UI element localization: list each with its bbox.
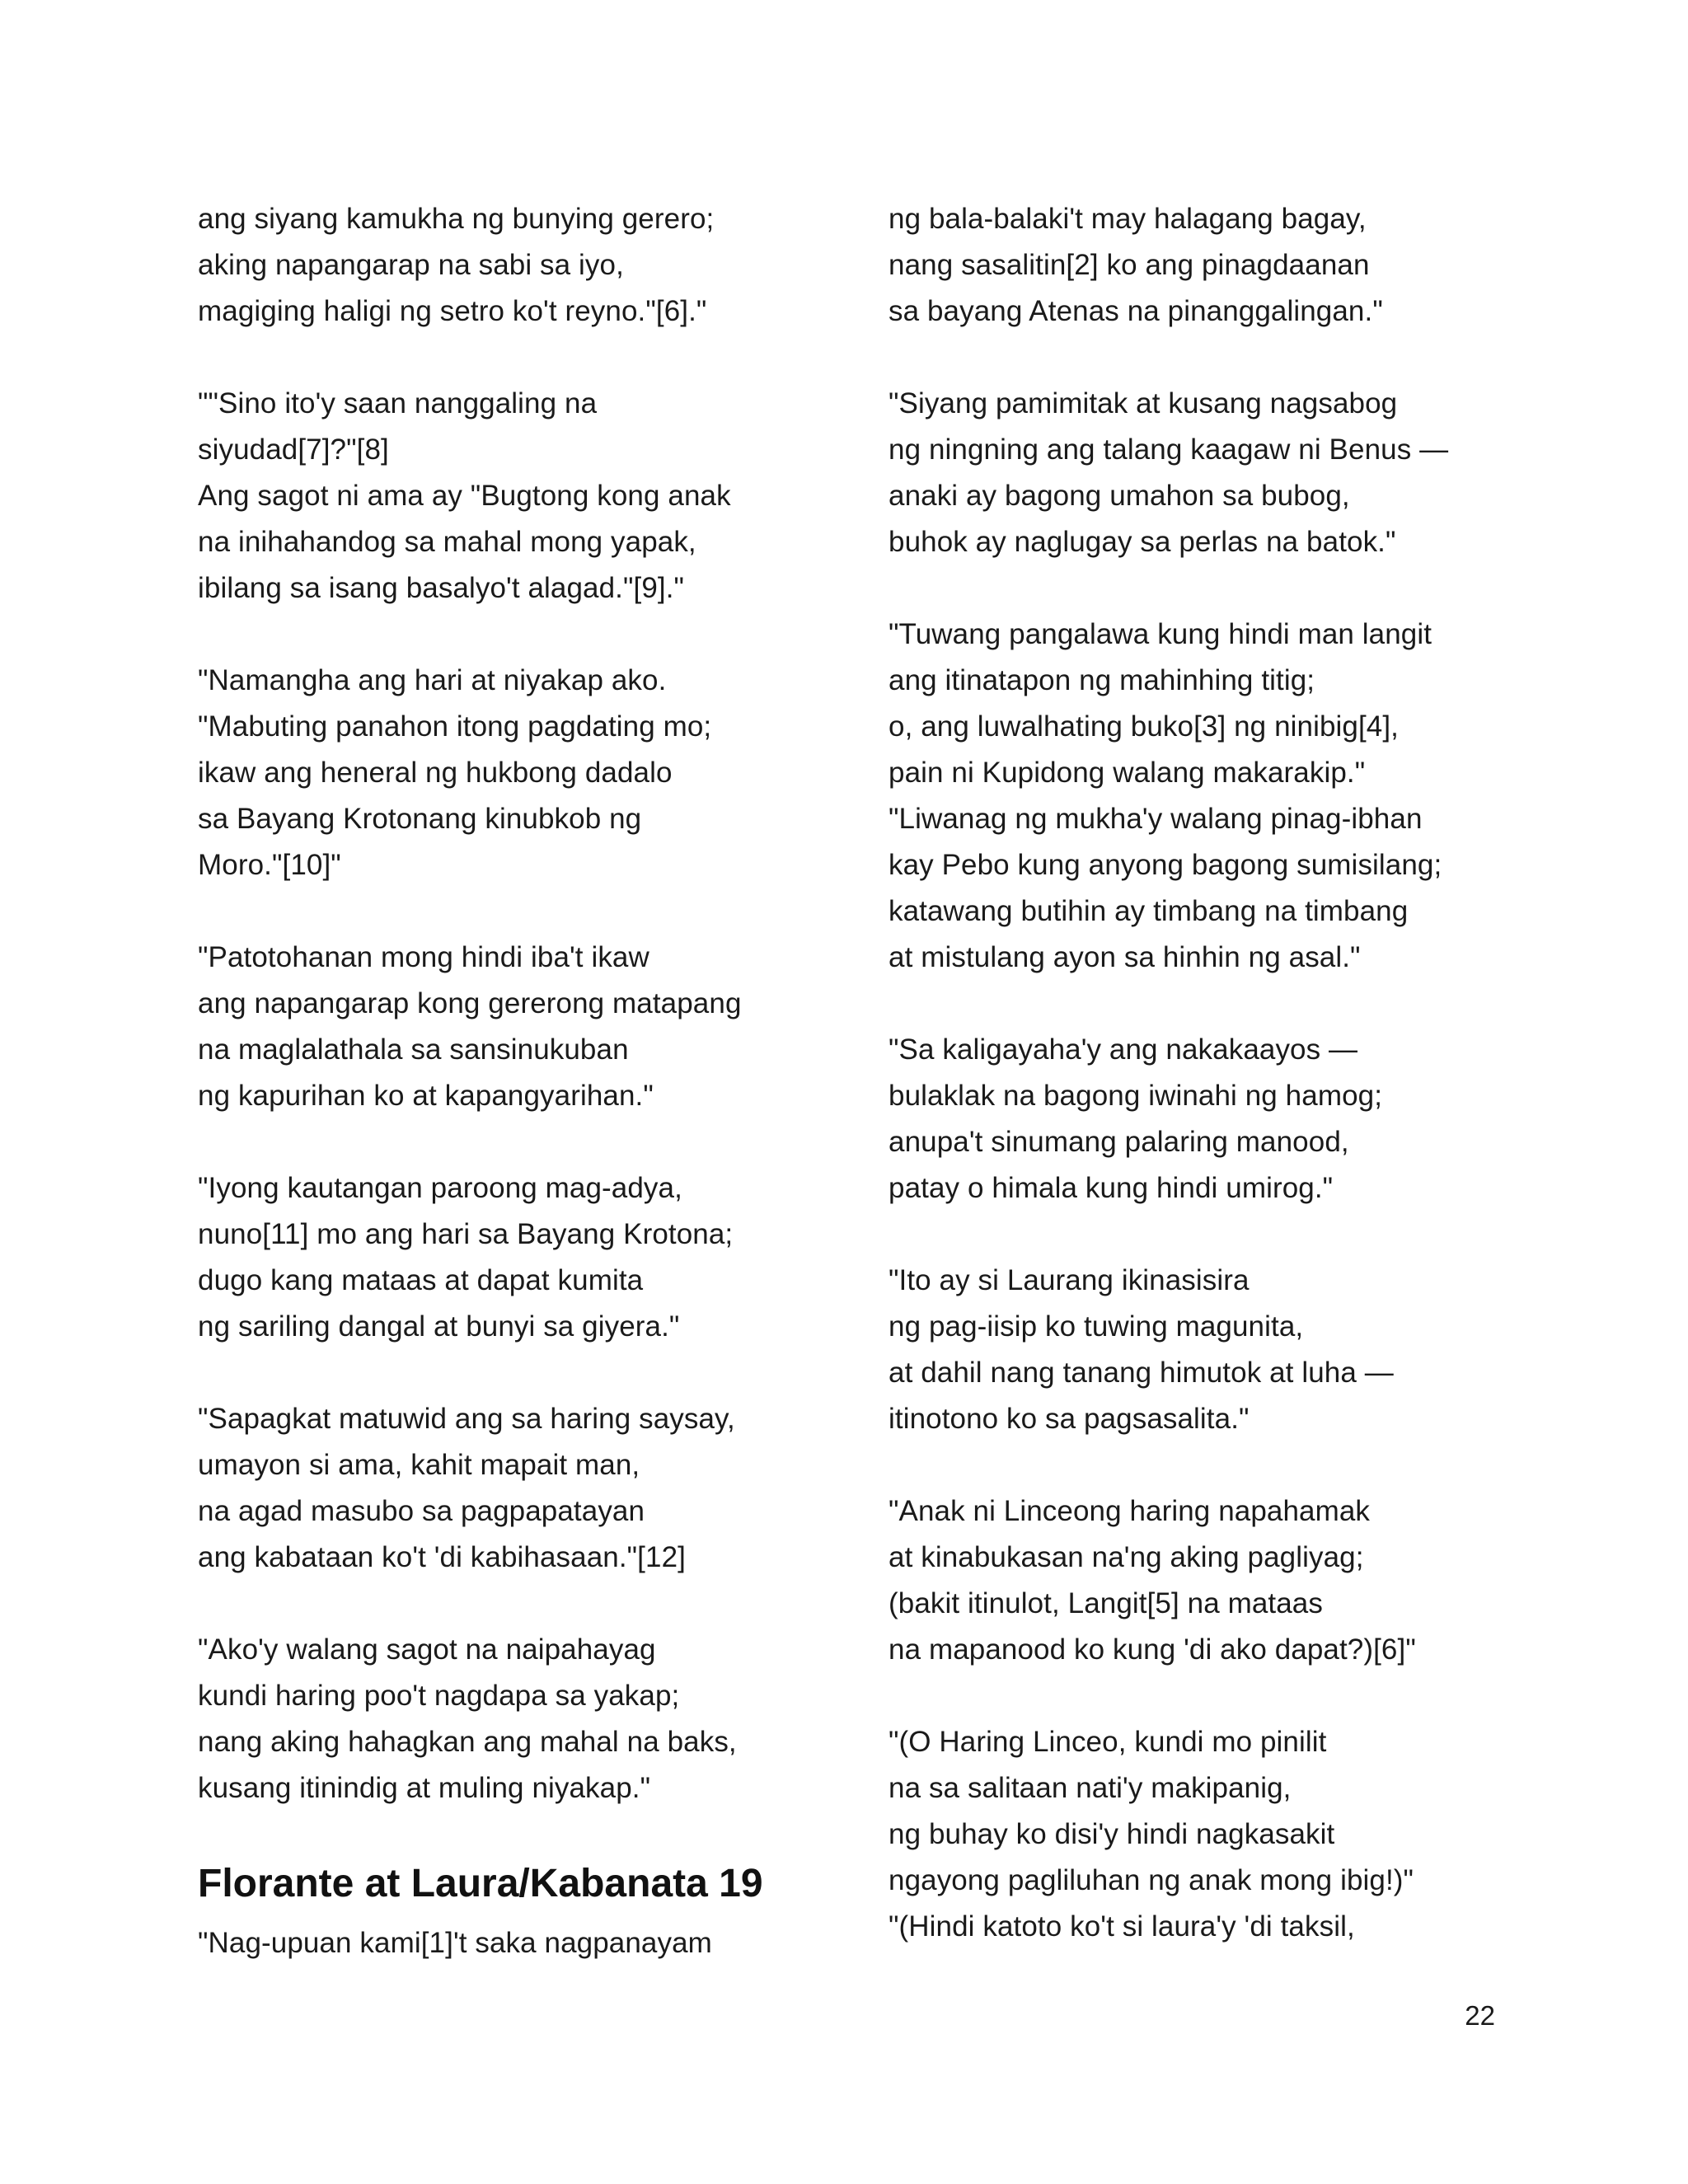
verse-line: "Sa kaligayaha'y ang nakakaayos — bbox=[889, 1033, 1358, 1066]
verse-line: nuno[11] mo ang hari sa Bayang Krotona; bbox=[198, 1218, 734, 1250]
verse-line: dugo kang mataas at dapat kumita bbox=[198, 1264, 644, 1296]
verse-line: ang siyang kamukha ng bunying gerero; bbox=[198, 203, 715, 235]
verse-line: at mistulang ayon sa hinhin ng asal." bbox=[889, 941, 1361, 973]
verse-line: na mapanood ko kung 'di ako dapat?)[6]" bbox=[889, 1633, 1416, 1666]
verse-line: "Nag-upuan kami[1]'t saka nagpanayam bbox=[198, 1927, 712, 1959]
verse-line: (bakit itinulot, Langit[5] na mataas bbox=[889, 1587, 1323, 1619]
verse-line: "Sapagkat matuwid ang sa haring saysay, bbox=[198, 1403, 735, 1435]
right-column bbox=[889, 196, 1515, 1950]
verse-line: "Iyong kautangan paroong mag-adya, bbox=[198, 1172, 682, 1204]
verse-line: "Patotohanan mong hindi iba't ikaw bbox=[198, 941, 649, 973]
verse-line: nang aking hahagkan ang mahal na baks, bbox=[198, 1726, 737, 1758]
verse-line: ang kabataan ko't 'di kabihasaan."[12] bbox=[198, 1541, 686, 1573]
verse-line: "Namangha ang hari at niyakap ako. bbox=[198, 664, 667, 696]
verse-line: "Anak ni Linceong haring napahamak bbox=[889, 1495, 1371, 1527]
left-stanzas bbox=[198, 196, 841, 1811]
verse-line: at kinabukasan na'ng aking pagliyag; bbox=[889, 1541, 1364, 1573]
verse-line: ang napangarap kong gererong matapang bbox=[198, 987, 742, 1019]
stanza bbox=[198, 381, 841, 612]
stanza bbox=[889, 1488, 1515, 1673]
verse-line: "Mabuting panahon itong pagdating mo; bbox=[198, 710, 712, 743]
verse-line: siyudad[7]?"[8] bbox=[198, 434, 389, 466]
verse-line: katawang butihin ay timbang na timbang bbox=[889, 895, 1409, 927]
verse-line: "(O Haring Linceo, kundi mo pinilit bbox=[889, 1726, 1327, 1758]
verse-line: o, ang luwalhating buko[3] ng ninibig[4], bbox=[889, 710, 1399, 743]
verse-line: "Siyang pamimitak at kusang nagsabog bbox=[889, 387, 1398, 419]
verse-line: magiging haligi ng setro ko't reyno."[6]." bbox=[198, 295, 707, 327]
stanza bbox=[889, 1719, 1515, 1950]
chapter-heading: Florante at Laura/Kabanata 19 bbox=[198, 1862, 763, 1905]
verse-line: "Liwanag ng mukha'y walang pinag-ibhan bbox=[889, 803, 1423, 835]
verse-line: ngayong pagliluhan ng anak mong ibig!)" bbox=[889, 1864, 1414, 1896]
verse-line: "Ako'y walang sagot na naipahayag bbox=[198, 1633, 656, 1666]
verse-line: ng sariling dangal at bunyi sa giyera." bbox=[198, 1310, 680, 1343]
verse-line: anaki ay bagong umahon sa bubog, bbox=[889, 480, 1350, 512]
after-heading-lines bbox=[198, 1920, 841, 1966]
stanza bbox=[889, 1027, 1515, 1212]
verse-line: ""Sino ito'y saan nanggaling na bbox=[198, 387, 598, 419]
verse-line: buhok ay naglugay sa perlas na batok." bbox=[889, 526, 1396, 558]
verse-line: "(Hindi katoto ko't si laura'y 'di taksil, bbox=[889, 1910, 1355, 1943]
verse-line: Moro."[10]" bbox=[198, 849, 341, 881]
verse-line: anupa't sinumang palaring manood, bbox=[889, 1126, 1349, 1158]
verse-line: na sa salitaan nati'y makipanig, bbox=[889, 1772, 1292, 1804]
stanza bbox=[198, 658, 841, 888]
verse-line: itinotono ko sa pagsasalita." bbox=[889, 1403, 1250, 1435]
verse-line: kay Pebo kung anyong bagong sumisilang; bbox=[889, 849, 1442, 881]
verse-line: Ang sagot ni ama ay "Bugtong kong anak bbox=[198, 480, 731, 512]
stanza bbox=[198, 935, 841, 1119]
verse-line: pain ni Kupidong walang makarakip." bbox=[889, 757, 1366, 789]
stanza bbox=[198, 1396, 841, 1581]
verse-line: na maglalathala sa sansinukuban bbox=[198, 1033, 629, 1066]
verse-line: kundi haring poo't nagdapa sa yakap; bbox=[198, 1680, 680, 1712]
verse-line: umayon si ama, kahit mapait man, bbox=[198, 1449, 640, 1481]
verse-line: sa Bayang Krotonang kinubkob ng bbox=[198, 803, 642, 835]
stanza bbox=[198, 1165, 841, 1350]
verse-line: sa bayang Atenas na pinanggalingan." bbox=[889, 295, 1383, 327]
verse-line: na inihahandog sa mahal mong yapak, bbox=[198, 526, 696, 558]
verse-line: ng bala-balaki't may halagang bagay, bbox=[889, 203, 1367, 235]
verse-line: bulaklak na bagong iwinahi ng hamog; bbox=[889, 1080, 1383, 1112]
verse-line: aking napangarap na sabi sa iyo, bbox=[198, 249, 624, 281]
page-number: 22 bbox=[1465, 2000, 1495, 2031]
stanza bbox=[889, 196, 1515, 335]
verse-line: na agad masubo sa pagpapatayan bbox=[198, 1495, 645, 1527]
verse-line: "Tuwang pangalawa kung hindi man langit bbox=[889, 618, 1432, 650]
left-column bbox=[198, 196, 841, 1966]
verse-line: at dahil nang tanang himutok at luha — bbox=[889, 1357, 1394, 1389]
verse-line: nang sasalitin[2] ko ang pinagdaanan bbox=[889, 249, 1370, 281]
verse-line: ng ningning ang talang kaagaw ni Benus — bbox=[889, 434, 1449, 466]
verse-line: ang itinatapon ng mahinhing titig; bbox=[889, 664, 1315, 696]
stanza bbox=[198, 196, 841, 335]
verse-line: patay o himala kung hindi umirog." bbox=[889, 1172, 1334, 1204]
stanza bbox=[198, 1627, 841, 1811]
stanza bbox=[889, 1258, 1515, 1442]
verse-line: ibilang sa isang basalyo't alagad."[9]." bbox=[198, 572, 685, 604]
stanza bbox=[889, 612, 1515, 981]
stanza bbox=[889, 381, 1515, 565]
verse-line: ng pag-iisip ko tuwing magunita, bbox=[889, 1310, 1304, 1343]
verse-line: ikaw ang heneral ng hukbong dadalo bbox=[198, 757, 673, 789]
verse-line: ng buhay ko disi'y hindi nagkasakit bbox=[889, 1818, 1335, 1850]
verse-line: ng kapurihan ko at kapangyarihan." bbox=[198, 1080, 654, 1112]
verse-line: "Ito ay si Laurang ikinasisira bbox=[889, 1264, 1250, 1296]
right-stanzas bbox=[889, 196, 1515, 1950]
verse-line: kusang itinindig at muling niyakap." bbox=[198, 1772, 651, 1804]
